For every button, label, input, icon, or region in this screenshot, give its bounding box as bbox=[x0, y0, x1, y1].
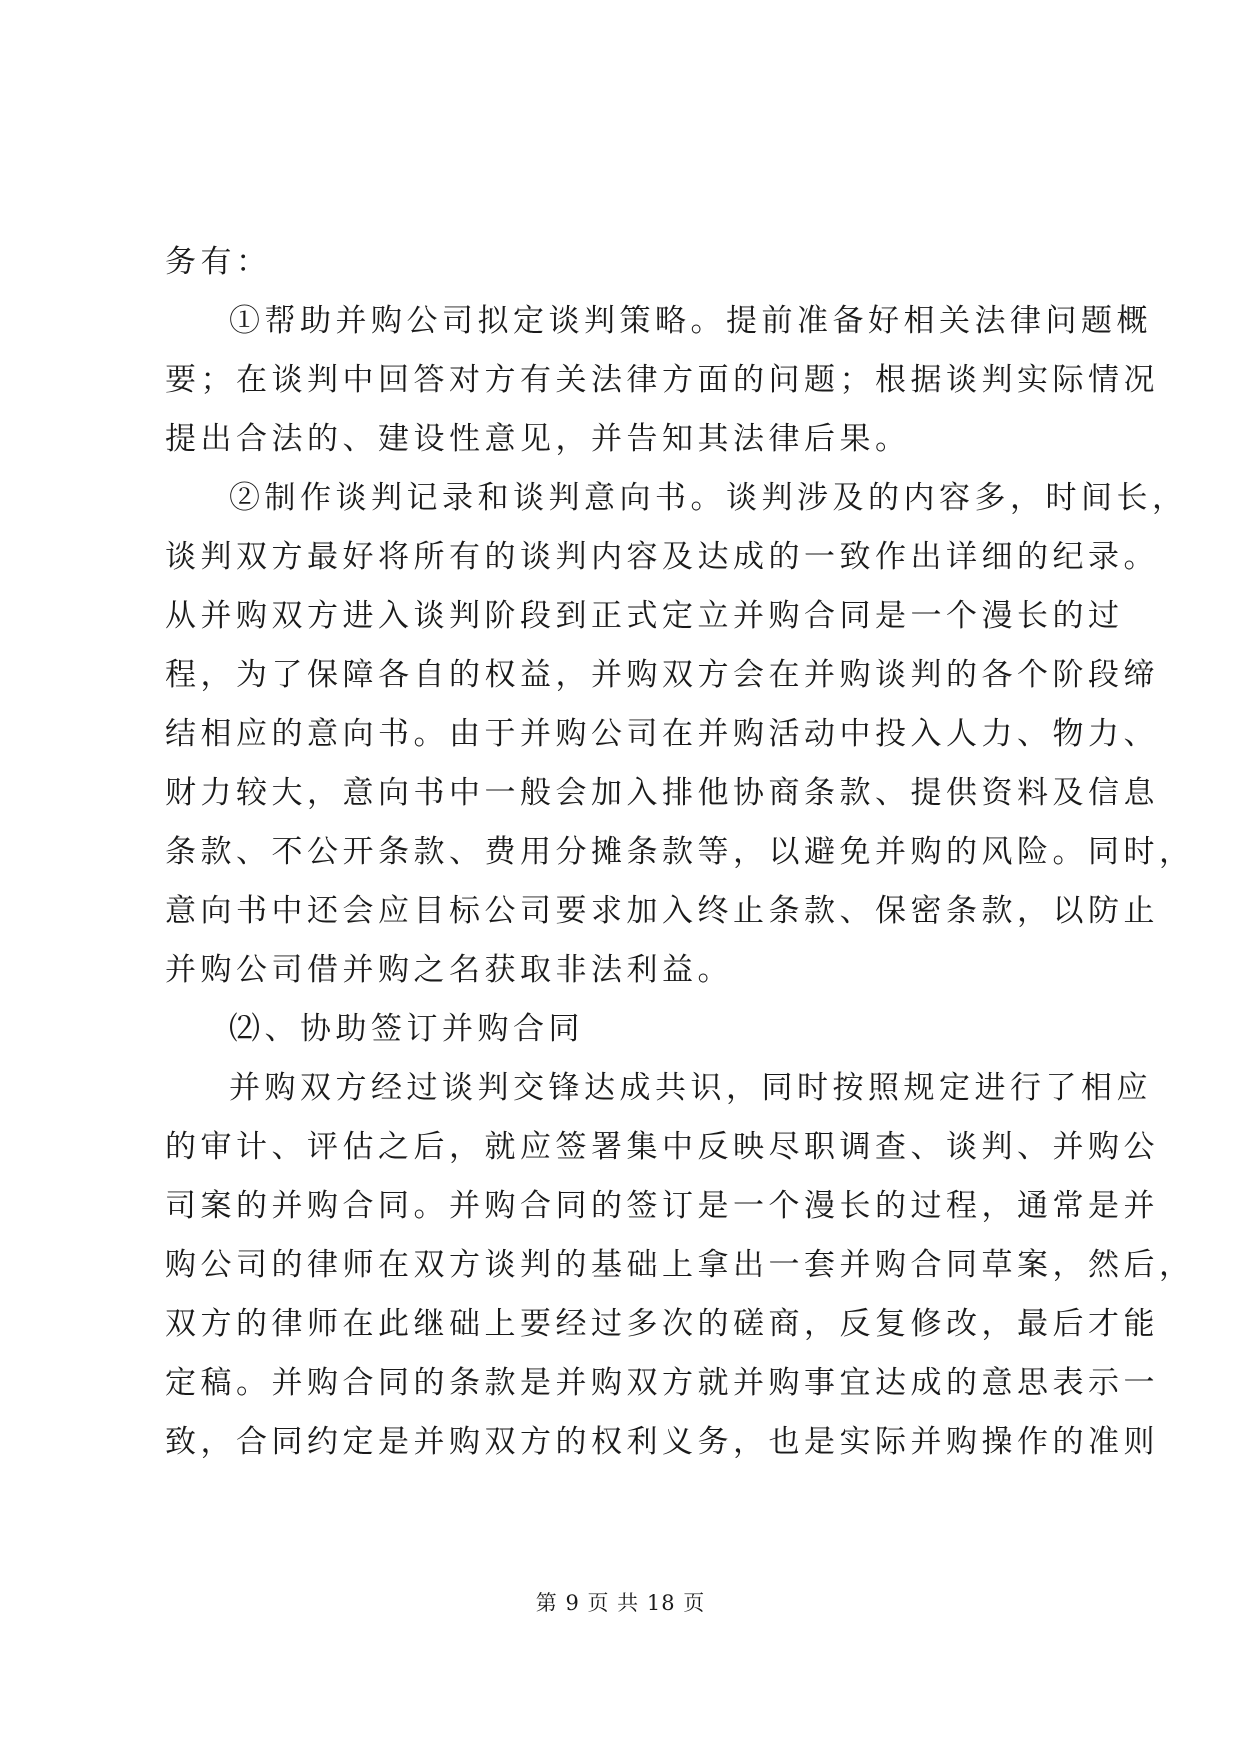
section-heading: ⑵、协助签订并购合同 bbox=[229, 1011, 584, 1047]
text-line: 并购公司借并购之名获取非法利益。 bbox=[165, 952, 733, 988]
text-line: ①帮助并购公司拟定谈判策略。提前准备好相关法律问题概 bbox=[229, 303, 1152, 339]
text-line: 司案的并购合同。并购合同的签订是一个漫长的过程，通常是并 bbox=[165, 1188, 1159, 1224]
text-line: 提出合法的、建设性意见，并告知其法律后果。 bbox=[165, 421, 911, 457]
text-line: 要；在谈判中回答对方有关法律方面的问题；根据谈判实际情况 bbox=[165, 362, 1159, 398]
text-line: 意向书中还会应目标公司要求加入终止条款、保密条款，以防止 bbox=[165, 893, 1159, 929]
text-line: 的审计、评估之后，就应签署集中反映尽职调查、谈判、并购公 bbox=[165, 1129, 1159, 1165]
text-line: 从并购双方进入谈判阶段到正式定立并购合同是一个漫长的过 bbox=[165, 598, 1124, 634]
page-number-footer: 第 9 页 共 18 页 bbox=[535, 1591, 706, 1615]
text-line: 购公司的律师在双方谈判的基础上拿出一套并购合同草案，然后， bbox=[165, 1247, 1195, 1283]
text-line: 结相应的意向书。由于并购公司在并购活动中投入人力、物力、 bbox=[165, 716, 1159, 752]
text-line: 双方的律师在此继础上要经过多次的磋商，反复修改，最后才能 bbox=[165, 1306, 1159, 1342]
text-line: 务有： bbox=[165, 244, 272, 280]
text-line: 谈判双方最好将所有的谈判内容及达成的一致作出详细的纪录。 bbox=[165, 539, 1159, 575]
body-text bbox=[165, 233, 1195, 1472]
text-line: 定稿。并购合同的条款是并购双方就并购事宜达成的意思表示一 bbox=[165, 1365, 1159, 1401]
text-line: 财力较大，意向书中一般会加入排他协商条款、提供资料及信息 bbox=[165, 775, 1159, 811]
text-line: 致，合同约定是并购双方的权利义务，也是实际并购操作的准则 bbox=[165, 1424, 1159, 1460]
text-line: 程，为了保障各自的权益，并购双方会在并购谈判的各个阶段缔 bbox=[165, 657, 1159, 693]
text-line: 条款、不公开条款、费用分摊条款等，以避免并购的风险。同时， bbox=[165, 834, 1195, 870]
text-line: ②制作谈判记录和谈判意向书。谈判涉及的内容多，时间长， bbox=[229, 480, 1188, 516]
text-line: 并购双方经过谈判交锋达成共识，同时按照规定进行了相应 bbox=[229, 1070, 1152, 1106]
